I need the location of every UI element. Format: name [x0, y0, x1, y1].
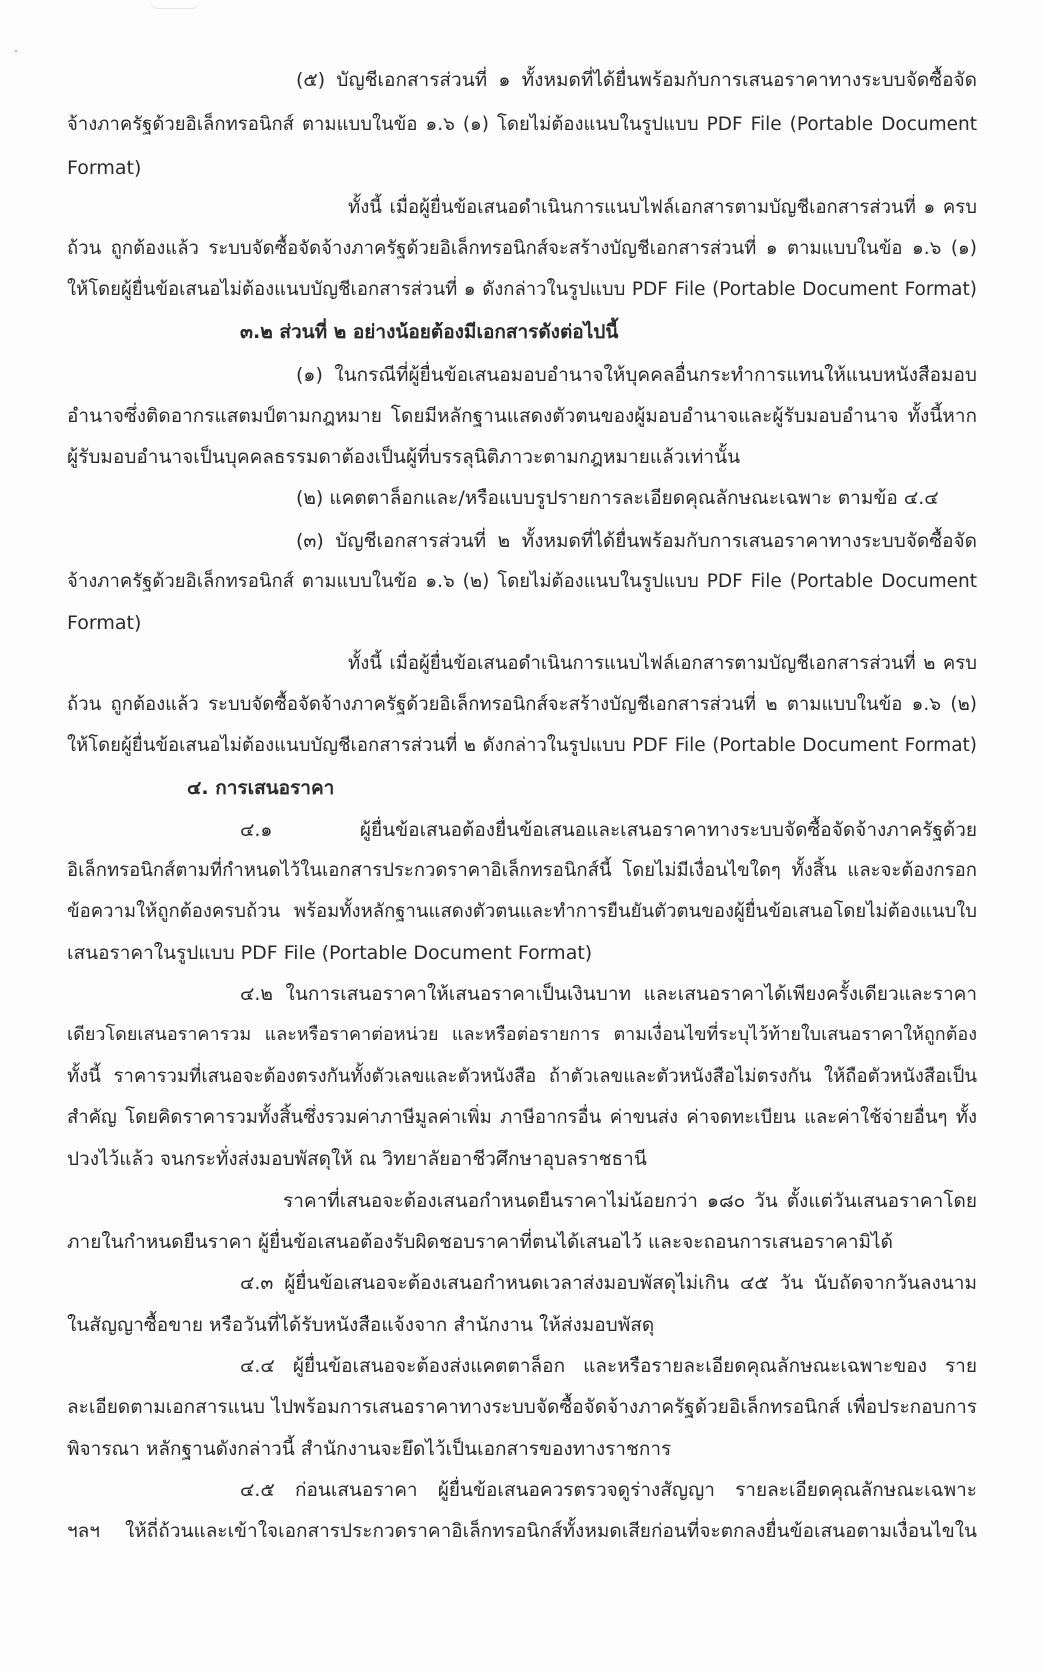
text-line-22: เสนอราคาในรูปแบบ PDF File (Portable Document Format) — [67, 942, 593, 964]
scan-dot — [15, 50, 17, 52]
text-line-11: (๒) แคตตาล็อกและ/หรือแบบรูปรายการละเอียดคุณลักษณะเฉพาะ ตามข้อ ๔.๔ — [296, 487, 939, 509]
text-line-25: ทั้งนี้ ราคารวมที่เสนอจะต้องตรงกันทั้งตัวเลขและตัวหนังสือ ถ้าตัวเลขและตัวหนังสือไม่ตรงกัน ให้ถือตัวหนังสือเป็น — [67, 1066, 977, 1087]
text-line-19: ๔.๑ ผู้ยื่นข้อเสนอต้องยื่นข้อเสนอและเสนอราคาทางระบบจัดซื้อจัดจ้างภาครัฐด้วย — [240, 819, 977, 841]
text-line-12: (๓) บัญชีเอกสารส่วนที่ ๒ ทั้งหมดที่ได้ยื่นพร้อมกับการเสนอราคาทางระบบจัดซื้อจัด — [296, 530, 977, 552]
text-line-33: ละเอียดตามเอกสารแนบ ไปพร้อมการเสนอราคาทางระบบจัดซื้อจัดจ้างภาครัฐด้วยอิเล็กทรอนิกส์ เพื่อประกอบการ — [67, 1396, 977, 1418]
text-line-28: ราคาที่เสนอจะต้องเสนอกำหนดยืนราคาไม่น้อยกว่า ๑๘๐ วัน ตั้งแต่วันเสนอราคาโดย — [283, 1190, 977, 1212]
text-line-26: สำคัญ โดยคิดราคารวมทั้งสิ้นซึ่งรวมค่าภาษีมูลค่าเพิ่ม ภาษีอากรอื่น ค่าขนส่ง ค่าจดทะเบียน และค่าใช้จ่ายอื่นๆ ทั้ง — [67, 1107, 977, 1128]
text-line-5: ถ้วน ถูกต้องแล้ว ระบบจัดซื้อจัดจ้างภาครัฐด้วยอิเล็กทรอนิกส์จะสร้างบัญชีเอกสารส่วนที่ ๑ ตามแบบในข้อ ๑.๖ (๑) — [67, 238, 977, 259]
text-line-36: ฯลฯ ให้ถี่ถ้วนและเข้าใจเอกสารประกวดราคาอิเล็กทรอนิกส์ทั้งหมดเสียก่อนที่จะตกลงยื่นข้อเสนอตามเงื่อนไขใน — [67, 1520, 977, 1542]
text-line-21: ข้อความให้ถูกต้องครบถ้วน พร้อมทั้งหลักฐานแสดงตัวตนและทำการยืนยันตัวตนของผู้ยื่นข้อเสนอโดยไม่ต้องแนบใบ — [67, 901, 977, 922]
text-line-16: ถ้วน ถูกต้องแล้ว ระบบจัดซื้อจัดจ้างภาครัฐด้วยอิเล็กทรอนิกส์จะสร้างบัญชีเอกสารส่วนที่ ๒ ตามแบบในข้อ ๑.๖ (๒) — [67, 694, 977, 715]
text-line-15: ทั้งนี้ เมื่อผู้ยื่นข้อเสนอดำเนินการแนบไฟล์เอกสารตามบัญชีเอกสารส่วนที่ ๒ ครบ — [348, 653, 977, 674]
text-line-29: ภายในกำหนดยืนราคา ผู้ยื่นข้อเสนอต้องรับผิดชอบราคาที่ตนได้เสนอไว้ และจะถอนการเสนอราคามิได้ — [67, 1231, 893, 1253]
text-line-13: จ้างภาครัฐด้วยอิเล็กทรอนิกส์ ตามแบบในข้อ ๑.๖ (๒) โดยไม่ต้องแนบในรูปแบบ PDF File (Portable Document — [67, 571, 977, 592]
text-line-1: (๕) บัญชีเอกสารส่วนที่ ๑ ทั้งหมดที่ได้ยื่นพร้อมกับการเสนอราคาทางระบบจัดซื้อจัด — [296, 69, 977, 91]
text-line-9: อำนาจซึ่งติดอากรแสตมป์ตามกฎหมาย โดยมีหลักฐานแสดงตัวตนของผู้มอบอำนาจและผู้รับมอบอำนาจ ทั้งนี้หาก — [67, 405, 977, 427]
text-line-23: ๔.๒ ในการเสนอราคาให้เสนอราคาเป็นเงินบาท และเสนอราคาได้เพียงครั้งเดียวและราคา — [240, 983, 977, 1005]
section-3-2-heading: ๓.๒ ส่วนที่ ๒ อย่างน้อยต้องมีเอกสารดังต่อไปนี้ — [240, 321, 619, 343]
scan-mark — [150, 0, 200, 9]
text-line-2: จ้างภาครัฐด้วยอิเล็กทรอนิกส์ ตามแบบในข้อ ๑.๖ (๑) โดยไม่ต้องแนบในรูปแบบ PDF File (Portable Document — [67, 114, 977, 135]
text-line-30: ๔.๓ ผู้ยื่นข้อเสนอจะต้องเสนอกำหนดเวลาส่งมอบพัสดุไม่เกิน ๔๕ วัน นับถัดจากวันลงนาม — [240, 1272, 977, 1294]
text-line-6: ให้โดยผู้ยื่นข้อเสนอไม่ต้องแนบบัญชีเอกสารส่วนที่ ๑ ดังกล่าวในรูปแบบ PDF File (Portable Document Format) — [67, 279, 977, 300]
section-4-heading: ๔. การเสนอราคา — [187, 777, 335, 799]
text-line-3: Format) — [67, 157, 142, 179]
text-line-35: ๔.๕ ก่อนเสนอราคา ผู้ยื่นข้อเสนอควรตรวจดูร่างสัญญา รายละเอียดคุณลักษณะเฉพาะ — [240, 1479, 977, 1501]
text-line-34: พิจารณา หลักฐานดังกล่าวนี้ สำนักงานจะยึดไว้เป็นเอกสารของทางราชการ — [67, 1438, 672, 1460]
text-line-32: ๔.๔ ผู้ยื่นข้อเสนอจะต้องส่งแคตตาล็อก และหรือรายละเอียดคุณลักษณะเฉพาะของ ราย — [240, 1355, 977, 1377]
text-line-20: อิเล็กทรอนิกส์ตามที่กำหนดไว้ในเอกสารประกวดราคาอิเล็กทรอนิกส์นี้ โดยไม่มีเงื่อนไขใดๆ ทั้งสิ้น และจะต้องกรอก — [67, 860, 977, 881]
text-line-10: ผู้รับมอบอำนาจเป็นบุคคลธรรมดาต้องเป็นผู้ที่บรรลุนิติภาวะตามกฎหมายแล้วเท่านั้น — [67, 446, 741, 468]
text-line-17: ให้โดยผู้ยื่นข้อเสนอไม่ต้องแนบบัญชีเอกสารส่วนที่ ๒ ดังกล่าวในรูปแบบ PDF File (Portable Document Format) — [67, 735, 977, 756]
text-line-24: เดียวโดยเสนอราคารวม และหรือราคาต่อหน่วย และหรือต่อรายการ ตามเงื่อนไขที่ระบุไว้ท้ายใบเสนอราคาให้ถูกต้อง — [67, 1024, 977, 1045]
text-line-31: ในสัญญาซื้อขาย หรือวันที่ได้รับหนังสือแจ้งจาก สำนักงาน ให้ส่งมอบพัสดุ — [67, 1314, 655, 1336]
text-line-27: ปวงไว้แล้ว จนกระทั่งส่งมอบพัสดุให้ ณ วิทยาลัยอาชีวศึกษาอุบลราชธานี — [67, 1148, 647, 1170]
text-line-4: ทั้งนี้ เมื่อผู้ยื่นข้อเสนอดำเนินการแนบไฟล์เอกสารตามบัญชีเอกสารส่วนที่ ๑ ครบ — [348, 197, 977, 218]
text-line-14: Format) — [67, 612, 142, 634]
text-line-8: (๑) ในกรณีที่ผู้ยื่นข้อเสนอมอบอำนาจให้บุคคลอื่นกระทำการแทนให้แนบหนังสือมอบ — [296, 364, 977, 386]
